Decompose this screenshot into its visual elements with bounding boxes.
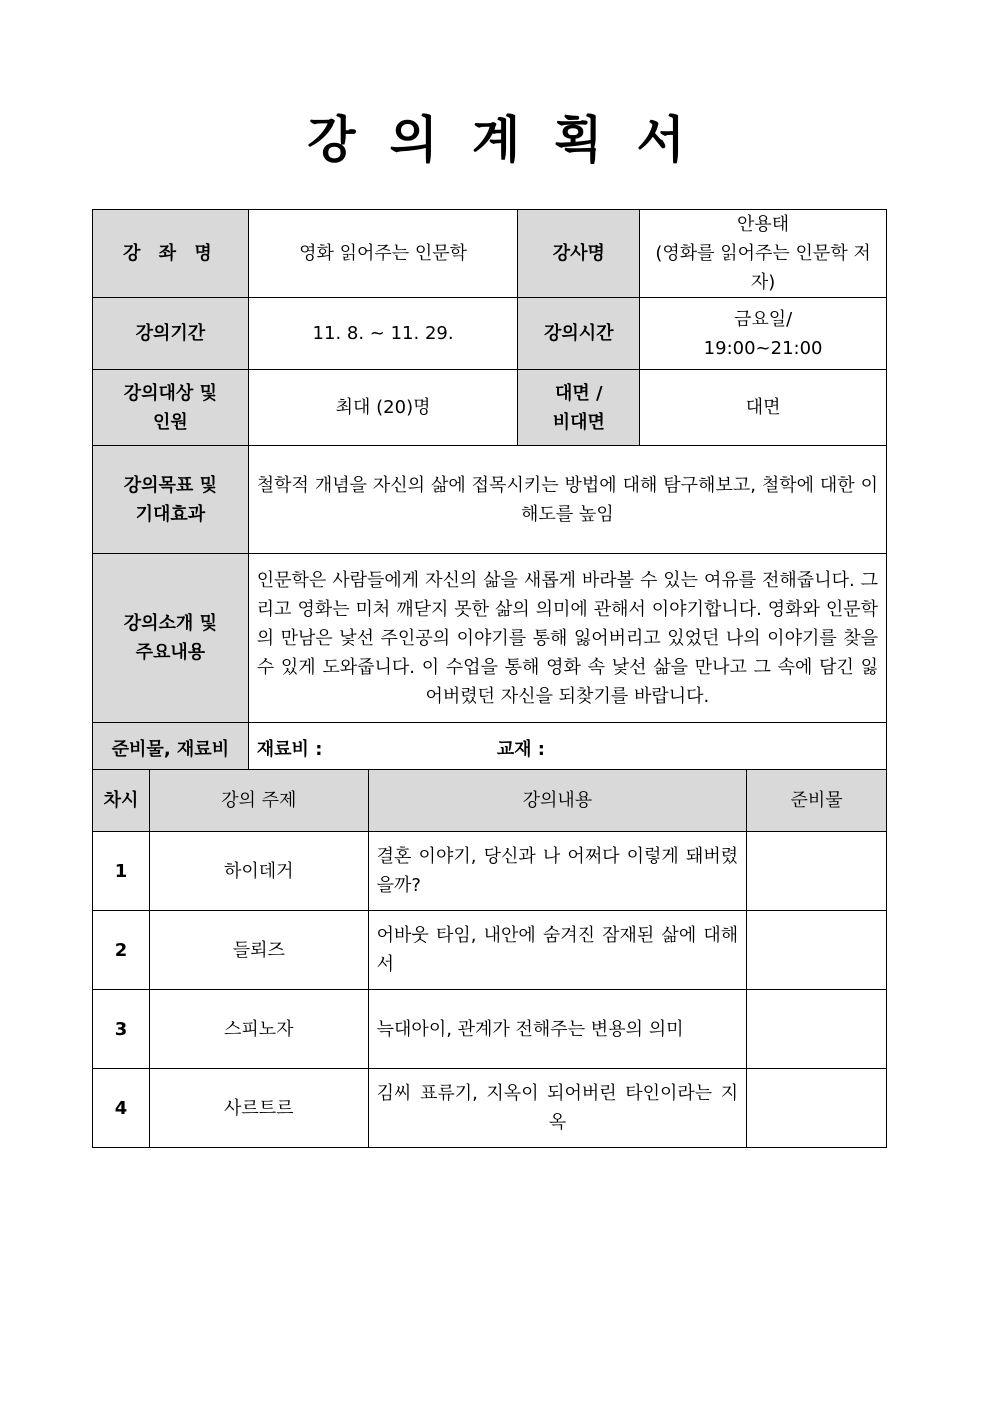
mode-value: 대면: [640, 370, 887, 446]
page-title: 강의계획서: [307, 111, 719, 169]
mode-label-line1: 대면 /: [554, 382, 603, 404]
table-row: [93, 1069, 887, 1148]
goal-label: [93, 446, 249, 554]
time-cell: [640, 298, 887, 370]
lecturer-note: (영화를 읽어주는 인문학 저자): [655, 243, 871, 293]
session-topic: 사르트르: [149, 1069, 368, 1148]
time-label: 강의시간: [518, 298, 640, 370]
course-name-label: 강 좌 명: [93, 210, 249, 298]
target-label: [93, 370, 249, 446]
mode-label-line2: 비대면: [552, 411, 605, 433]
header-prep: 준비물: [747, 770, 887, 832]
header-session: 차시: [93, 770, 150, 832]
session-number: 4: [93, 1069, 150, 1148]
intro-label-line2: 주요내용: [135, 642, 206, 663]
target-label-line2: 인원: [152, 411, 188, 433]
session-number: 2: [93, 911, 150, 990]
materials-label: 준비물, 재료비: [93, 723, 249, 777]
intro-label-line1: 강의소개 및: [123, 613, 217, 634]
intro-label: [93, 554, 249, 723]
period-value: 11. 8. ~ 11. 29.: [248, 298, 518, 370]
schedule-table: [92, 769, 887, 1148]
session-number: 3: [93, 990, 150, 1069]
goal-value: 철학적 개념을 자신의 삶에 접목시키는 방법에 대해 탐구해보고, 철학에 대한 이해도를 높임: [248, 446, 886, 554]
session-content: 결혼 이야기, 당신과 나 어쩌다 이렇게 돼버렸을까?: [368, 832, 746, 911]
table-row: [93, 990, 887, 1069]
session-content: 어바웃 타임, 내안에 숨겨진 잠재된 삶에 대해서: [368, 911, 746, 990]
lecturer-label: 강사명: [518, 210, 640, 298]
session-topic: 하이데거: [149, 832, 368, 911]
session-prep: [747, 911, 887, 990]
goal-label-line2: 기대효과: [135, 503, 206, 525]
header-topic: 강의 주제: [149, 770, 368, 832]
table-row: [93, 832, 887, 911]
session-prep: [747, 1069, 887, 1148]
session-number: 1: [93, 832, 150, 911]
target-value: 최대 (20)명: [248, 370, 518, 446]
lecturer-cell: [640, 210, 887, 298]
mode-label: [518, 370, 640, 446]
intro-value: 인문학은 사람들에게 자신의 삶을 새롭게 바라볼 수 있는 여유를 전해줍니다. 그리고 영화는 미처 깨닫지 못한 삶의 의미에 관해서 이야기합니다. 영화와 인문학의 만남은 낯선 주인공의 이야기를 통해 잃어버리고 있었던 나의 이야기를 찾을 수 있게 도와줍니다. 이 수업을 통해 영화 속 낯선 삶을 만나고 그 속에 담긴 잃어버렸던 자신을 되찾기를 바랍니다.: [248, 554, 886, 723]
lecturer-name: 안용태: [737, 214, 790, 235]
course-info-table: [92, 209, 887, 777]
session-topic: 들뢰즈: [149, 911, 368, 990]
textbook-label: 교재 :: [496, 739, 546, 760]
session-prep: [747, 990, 887, 1069]
session-content: 늑대아이, 관계가 전해주는 변용의 의미: [368, 990, 746, 1069]
target-label-line1: 강의대상 및: [123, 382, 217, 404]
time-day: 금요일/: [733, 308, 793, 330]
materials-cost-label: 재료비 :: [256, 739, 323, 760]
goal-label-line1: 강의목표 및: [123, 474, 217, 496]
session-topic: 스피노자: [149, 990, 368, 1069]
session-content: 김씨 표류기, 지옥이 되어버린 타인이라는 지옥: [368, 1069, 746, 1148]
header-content: 강의내용: [368, 770, 746, 832]
time-hours: 19:00~21:00: [703, 337, 823, 359]
table-row: [93, 911, 887, 990]
course-name-value: 영화 읽어주는 인문학: [248, 210, 518, 298]
session-prep: [747, 832, 887, 911]
period-label: 강의기간: [93, 298, 249, 370]
